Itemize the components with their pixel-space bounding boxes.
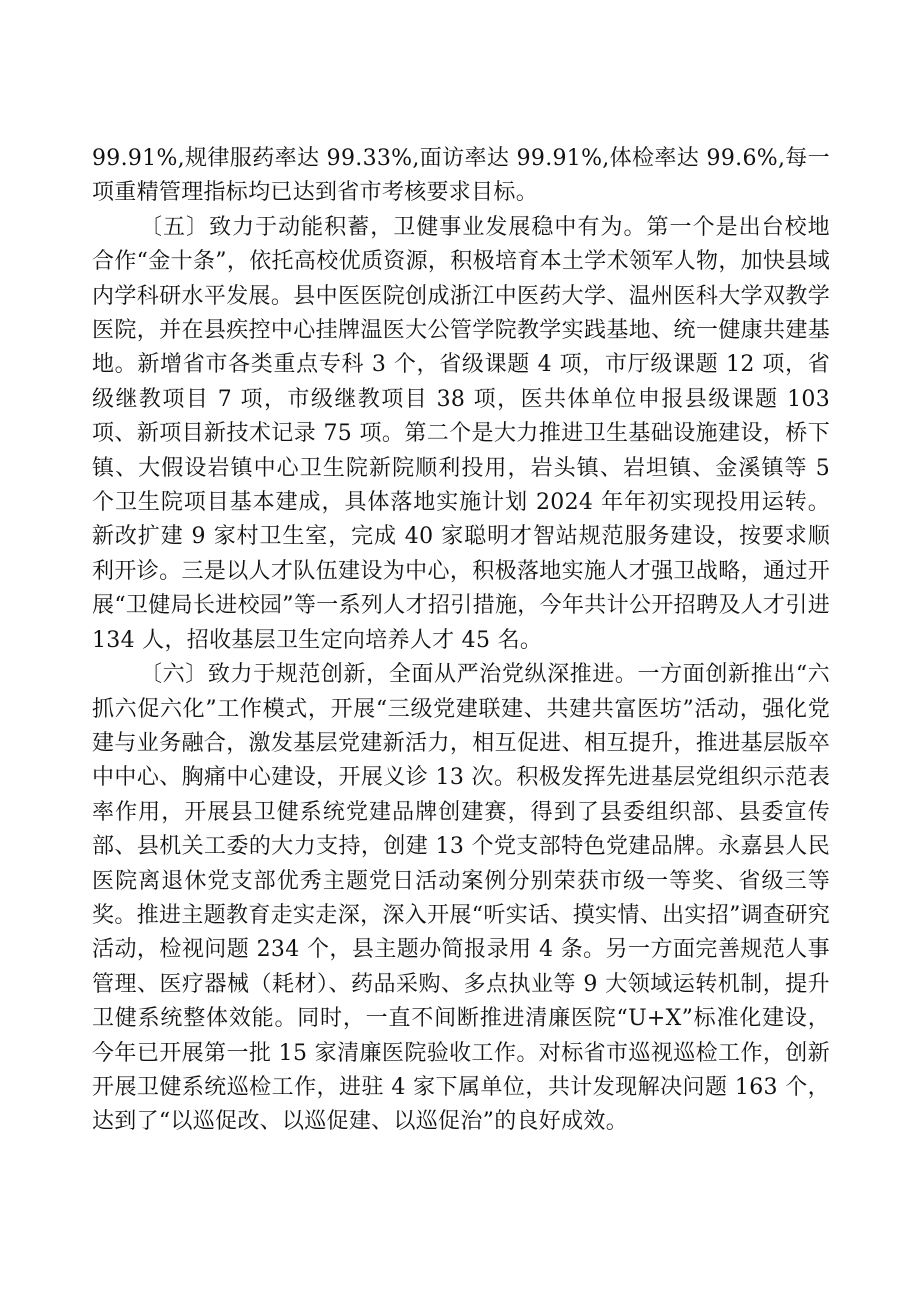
- document-body: [92, 142, 830, 1140]
- paragraph-section-five: 〔五〕致力于动能积蓄，卫健事业发展稳中有为。第一个是出台校地合作“金十条”，依托高校优质资源，积极培育本土学术领军人物，加快县域内学科研水平发展。县中医医院创成浙江中医药大学、温州医科大学双教学医院，并在县疾控中心挂牌温医大公管学院教学实践基地、统一健康共建基地。新增省市各类重点专科 3 个，省级课题 4 项，市厅级课题 12 项，省级继教项目 7 项，市级继教项目 38 项，医共体单位申报县级课题 103 项、新项目新技术记录 75 项。第二个是大力推进卫生基础设施建设，桥下镇、大假设岩镇中心卫生院新院顺利投用，岩头镇、岩坦镇、金溪镇等 5 个卫生院项目基本建成，具体落地实施计划 2024 年年初实现投用运转。新改扩建 9 家村卫生室，完成 40 家聪明才智站规范服务建设，按要求顺利开诊。三是以人才队伍建设为中心，积极落地实施人才强卫战略，通过开展“卫健局长进校园”等一系列人才招引措施，今年共计公开招聘及人才引进 134 人，招收基层卫生定向培养人才 45 名。: [92, 214, 830, 653]
- paragraph-continued: 99.91%,规律服药率达 99.33%,面访率达 99.91%,体检率达 99.6%,每一项重精管理指标均已达到省市考核要求目标。: [92, 146, 830, 206]
- paragraph-section-six: 〔六〕致力于规范创新，全面从严治党纵深推进。一方面创新推出“六抓六促六化”工作模式，开展“三级党建联建、共建共富医坊”活动，强化党建与业务融合，激发基层党建新活力，相互促进、相互提升，推进基层版卒中中心、胸痛中心建设，开展义诊 13 次。积极发挥先进基层党组织示范表率作用，开展县卫健系统党建品牌创建赛，得到了县委组织部、县委宣传部、县机关工委的大力支持，创建 13 个党支部特色党建品牌。永嘉县人民医院离退休党支部优秀主题党日活动案例分别荣获市级一等奖、省级三等奖。推进主题教育走实走深，深入开展“听实话、摸实情、出实招”调查研究活动，检视问题 234 个，县主题办简报录用 4 条。另一方面完善规范人事管理、医疗器械（耗材）、药品采购、多点执业等 9 大领域运转机制，提升卫健系统整体效能。同时，一直不间断推进清廉医院“U+X”标准化建设，今年已开展第一批 15 家清廉医院验收工作。对标省市巡视巡检工作，创新开展卫健系统巡检工作，进驻 4 家下属单位，共计发现解决问题 163 个，达到了“以巡促改、以巡促建、以巡促治”的良好成效。: [92, 662, 830, 1135]
